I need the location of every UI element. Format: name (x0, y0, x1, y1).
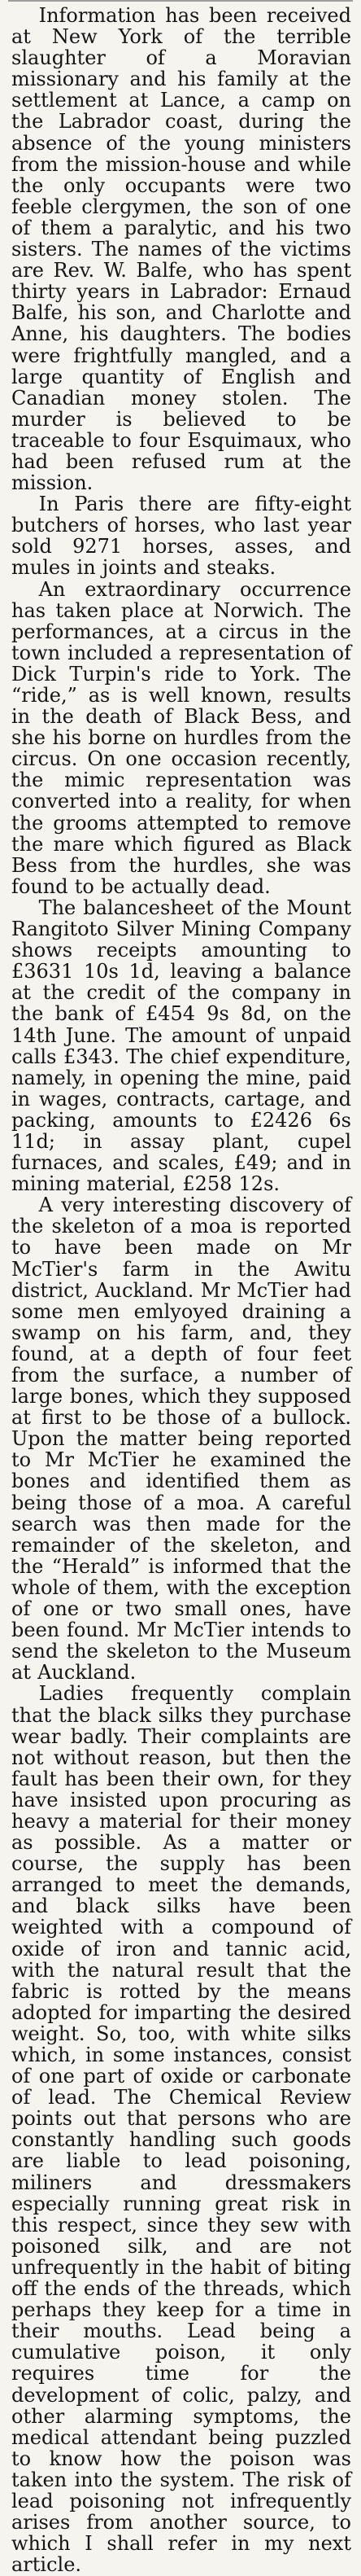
paragraph-labrador-massacre: Information has been received at New York of the terrible slaughter of a Moravian missionary and his family at the settlement at Lance, a camp on the Labrador coast, during the absence of the young ministers from the mission-house and while the only occupants were two feeble clergymen, the son of one of them a paralytic, and his two sisters. The names of the victims are Rev. W. Balfe, who has spent thirty years in Labrador: Ernaud Balfe, his son, and Charlotte and Anne, his daughters. The bodies were frightfully mangled, and a large quantity of English and Canadian money stolen. The murder is believed to be traceable to four Esquimaux, who had been refused rum at the mission. (11, 4, 351, 495)
paragraph-rangitoto-balancesheet: The balancesheet of the Mount Rangitoto Silver Mining Company shows receipts amounting to £3631 10s 1d, leaving a balance at the credit of the company in the bank of £454 9s 8d, on the 14th June. The amount of unpaid calls £343. The chief expenditure, namely, in opening the mine, paid in wages, contracts, cartage, and packing, amounts to £2426 6s 11d; in assay plant, cupel furnaces, and scales, £49; and in mining material, £258 12s. (11, 896, 351, 1196)
paragraph-black-silks: Ladies frequently complain that the black silks they purchase wear badly. Their complaints are not without reason, but then the fault has been their own, for they have insisted upon procuring as heavy a material for their money as possible. As a matter or course, the supply has been arranged to meet the demands, and black silks have been weighted with a compound of oxide of iron and tannic acid, with the natural result that the fabric is rotted by the means adopted for imparting the desired weight. So, too, with white silks which, in some instances, consist of one part of oxide or carbonate of lead. The Chemical Review points out that persons who are constantly handling such goods are liable to lead poisoning, miliners and dressmakers especially running great risk in this respect, since they sew with poisoned silk, and are not unfrequently in the habit of biting off the ends of the threads, which perhaps they keep for a time in their mouths. Lead being a cumulative poison, it only requires time for the development of colic, palzy, and other alarming symptoms, the medical attendant being puzzled to know how the poison was taken into the system. The risk of lead poisoning not infrequently arises from another source, to which I shall refer in my next article. (11, 1682, 351, 2576)
paragraph-moa-skeleton: A very interesting discovery of the skeleton of a moa is reported to have been made on Mr McTier's farm in the Awitu district, Auckland. Mr McTier had some men emlyoyed draining a swamp on his farm, and, they found, at a depth of four feet from the surface, a number of large bones, which they supposed at first to be those of a bullock. Upon the matter being reported to Mr McTier he examined the bones and identified them as being those of a moa. A careful search was then made for the remainder of the skeleton, and the “Herald” is informed that the whole of them, with the exception of one or two small ones, have been found. Mr McTier intends to send the skeleton to the Museum at Auckland. (11, 1194, 351, 1684)
paragraph-paris-horse-butchers: In Paris there are fifty-eight butchers of horses, who last year sold 9271 horses, asses, and mules in joints and steaks. (11, 493, 351, 580)
news-column (11, 5, 351, 2575)
paragraph-norwich-circus: An extraordinary occurrence has taken place at Norwich. The performances, at a circus in the town included a representation of Dick Turpin's ride to York. The “ride,” as is well known, results in the death of Black Bess, and she his borne on hurdles from the circus. On one occasion recently, the mimic representation was converted into a reality, for when the grooms attempted to remove the mare which figured as Black Bess from the hurdles, she was found to be actually dead. (11, 577, 351, 898)
